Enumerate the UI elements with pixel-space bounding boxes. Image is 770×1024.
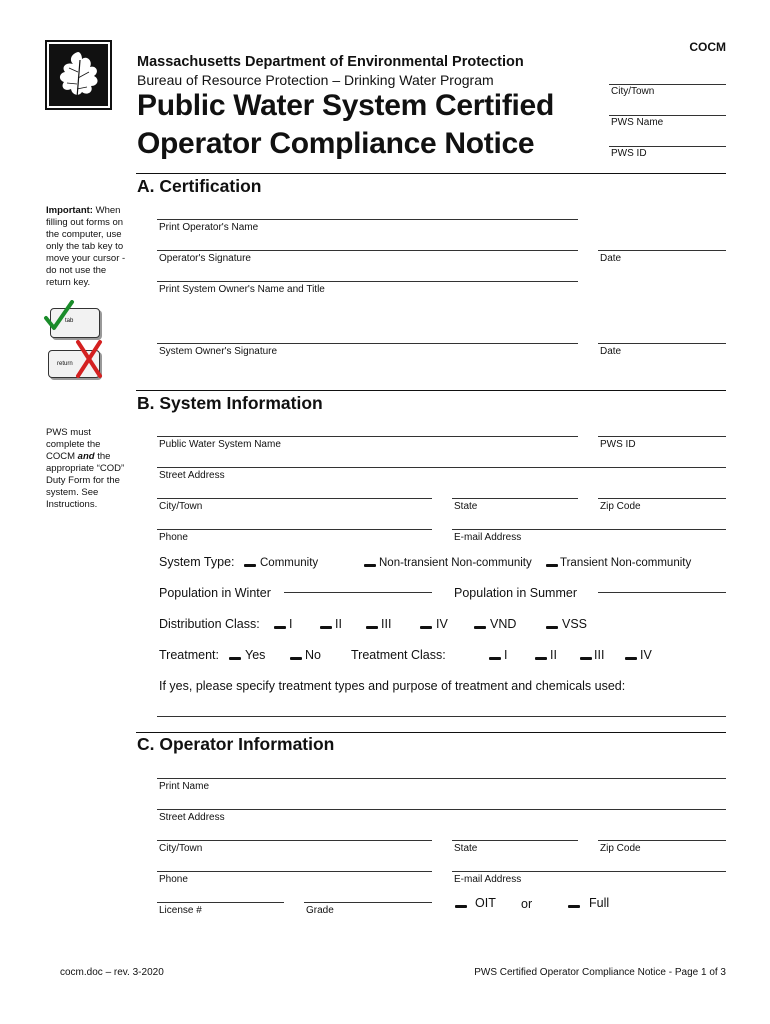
c-email-field[interactable] xyxy=(452,871,726,872)
b-city-field[interactable] xyxy=(157,498,432,499)
important-label: Important: xyxy=(46,205,93,216)
c-street-label: Street Address xyxy=(159,812,225,823)
system-type-ntnc-label: Non-transient Non-community xyxy=(379,557,532,569)
header-pws-name-label: PWS Name xyxy=(611,117,664,128)
header-pws-name-field[interactable] xyxy=(609,115,726,116)
important-text: When filling out forms on the computer, use only the tab key to move your cursor - do not use the return key. xyxy=(46,205,126,288)
footer-revision: cocm.doc – rev. 3-2020 xyxy=(60,967,164,978)
oit-label: OIT xyxy=(475,896,496,910)
owner-date-label: Date xyxy=(600,346,622,357)
c-street-field[interactable] xyxy=(157,809,726,810)
dist-class-label: Distribution Class: xyxy=(159,617,260,631)
c-city-label: City/Town xyxy=(159,843,203,854)
dist-class-iv-checkbox[interactable] xyxy=(420,626,432,629)
owner-signature-label: System Owner's Signature xyxy=(159,346,278,357)
system-type-ntnc-checkbox[interactable] xyxy=(364,564,376,567)
treatment-yes-checkbox[interactable] xyxy=(229,657,241,660)
return-key-label: return xyxy=(57,361,73,367)
b-street-field[interactable] xyxy=(157,467,726,468)
dist-class-i-checkbox[interactable] xyxy=(274,626,286,629)
pop-summer-field[interactable] xyxy=(598,592,726,593)
dist-class-iii-label: III xyxy=(381,617,392,631)
section-b-rule xyxy=(136,390,726,391)
important-note xyxy=(46,205,132,289)
tab-key-label: tab xyxy=(65,318,74,324)
or-label: or xyxy=(521,897,533,911)
system-type-label: System Type: xyxy=(159,555,235,569)
grade-field[interactable] xyxy=(304,902,432,903)
header-pws-id-label: PWS ID xyxy=(611,148,647,159)
section-c-heading: C. Operator Information xyxy=(137,734,335,754)
c-zip-label: Zip Code xyxy=(600,843,641,854)
dist-class-vnd-label: VND xyxy=(490,617,517,631)
c-state-field[interactable] xyxy=(452,840,578,841)
treatment-class-iv-label: IV xyxy=(640,648,652,662)
page-title-line2: Operator Compliance Notice xyxy=(137,127,535,160)
treatment-class-label: Treatment Class: xyxy=(351,648,446,662)
treatment-class-i-checkbox[interactable] xyxy=(489,657,501,660)
owner-signature-field[interactable] xyxy=(157,343,578,344)
b-phone-field[interactable] xyxy=(157,529,432,530)
print-owner-name-label: Print System Owner's Name and Title xyxy=(159,284,325,295)
c-phone-label: Phone xyxy=(159,874,188,885)
dist-class-iii-checkbox[interactable] xyxy=(366,626,378,629)
treatment-class-iii-checkbox[interactable] xyxy=(580,657,592,660)
b-state-label: State xyxy=(454,501,478,512)
header-pws-id-field[interactable] xyxy=(609,146,726,147)
massdep-logo xyxy=(45,40,112,110)
b-street-label: Street Address xyxy=(159,470,225,481)
c-city-field[interactable] xyxy=(157,840,432,841)
treatment-yes-label: Yes xyxy=(245,648,266,662)
b-email-label: E-mail Address xyxy=(454,532,522,543)
full-label: Full xyxy=(589,896,610,910)
c-email-label: E-mail Address xyxy=(454,874,522,885)
oit-checkbox[interactable] xyxy=(455,905,467,908)
treatment-class-iv-checkbox[interactable] xyxy=(625,657,637,660)
treatment-no-checkbox[interactable] xyxy=(290,657,302,660)
print-operator-name-label: Print Operator's Name xyxy=(159,222,259,233)
c-phone-field[interactable] xyxy=(157,871,432,872)
license-label: License # xyxy=(159,905,202,916)
page-title-line1: Public Water System Certified xyxy=(137,89,554,122)
form-code: COCM xyxy=(689,40,726,54)
treatment-label: Treatment: xyxy=(159,648,219,662)
section-b-heading: B. System Information xyxy=(137,393,323,413)
full-checkbox[interactable] xyxy=(568,905,580,908)
b-city-label: City/Town xyxy=(159,501,203,512)
pws-id-label: PWS ID xyxy=(600,439,636,450)
treatment-class-i-label: I xyxy=(504,648,508,662)
c-print-name-field[interactable] xyxy=(157,778,726,779)
dist-class-vss-checkbox[interactable] xyxy=(546,626,558,629)
footer-page-info: PWS Certified Operator Compliance Notice - Page 1 of 3 xyxy=(474,967,726,978)
checkmark-icon xyxy=(42,300,76,334)
dist-class-vss-label: VSS xyxy=(562,617,588,631)
oak-leaf-icon xyxy=(47,42,110,108)
dist-class-i-label: I xyxy=(289,617,293,631)
section-a-rule xyxy=(136,173,726,174)
pws-name-field[interactable] xyxy=(157,436,578,437)
c-print-name-label: Print Name xyxy=(159,781,210,792)
b-phone-label: Phone xyxy=(159,532,188,543)
c-state-label: State xyxy=(454,843,478,854)
pws-note-and: and xyxy=(77,451,95,462)
system-type-tnc-label: Transient Non-community xyxy=(560,557,692,569)
system-type-community-label: Community xyxy=(260,557,319,569)
system-type-community-checkbox[interactable] xyxy=(244,564,256,567)
pws-name-label: Public Water System Name xyxy=(159,439,281,450)
pws-id-field[interactable] xyxy=(598,436,726,437)
dist-class-iv-label: IV xyxy=(436,617,448,631)
bureau-name: Bureau of Resource Protection – Drinking Water Program xyxy=(137,72,494,88)
b-zip-field[interactable] xyxy=(598,498,726,499)
b-state-field[interactable] xyxy=(452,498,578,499)
pop-winter-label: Population in Winter xyxy=(159,586,271,600)
treatment-no-label: No xyxy=(305,648,321,662)
pop-winter-field[interactable] xyxy=(284,592,432,593)
dist-class-ii-checkbox[interactable] xyxy=(320,626,332,629)
treatment-details-prompt: If yes, please specify treatment types and purpose of treatment and chemicals used: xyxy=(159,679,626,693)
header-city-label: City/Town xyxy=(611,86,655,97)
section-c-rule xyxy=(136,732,726,733)
department-name: Massachusetts Department of Environmental Protection xyxy=(137,54,524,70)
pws-note-text-2: the appropriate “COD” Duty Form for the system. See Instructions. xyxy=(46,451,125,510)
print-operator-name-field[interactable] xyxy=(157,219,578,220)
b-email-field[interactable] xyxy=(452,529,726,530)
dist-class-vnd-checkbox[interactable] xyxy=(474,626,486,629)
operator-date-field[interactable] xyxy=(598,250,726,251)
section-a-heading: A. Certification xyxy=(137,176,262,196)
x-mark-icon xyxy=(72,338,106,380)
treatment-class-ii-label: II xyxy=(550,648,557,662)
system-type-tnc-checkbox[interactable] xyxy=(546,564,558,567)
operator-signature-field[interactable] xyxy=(157,250,578,251)
dist-class-ii-label: II xyxy=(335,617,342,631)
c-zip-field[interactable] xyxy=(598,840,726,841)
pop-summer-label: Population in Summer xyxy=(454,586,577,600)
header-city-field[interactable] xyxy=(609,84,726,85)
license-field[interactable] xyxy=(157,902,284,903)
print-owner-name-field[interactable] xyxy=(157,281,578,282)
treatment-class-iii-label: III xyxy=(594,648,605,662)
treatment-class-ii-checkbox[interactable] xyxy=(535,657,547,660)
operator-date-label: Date xyxy=(600,253,622,264)
b-zip-label: Zip Code xyxy=(600,501,641,512)
pws-note xyxy=(46,427,132,511)
pws-note-text-1: PWS must complete the COCM xyxy=(46,427,101,462)
owner-date-field[interactable] xyxy=(598,343,726,344)
operator-signature-label: Operator's Signature xyxy=(159,253,251,264)
grade-label: Grade xyxy=(306,905,334,916)
treatment-details-field[interactable] xyxy=(157,716,726,717)
